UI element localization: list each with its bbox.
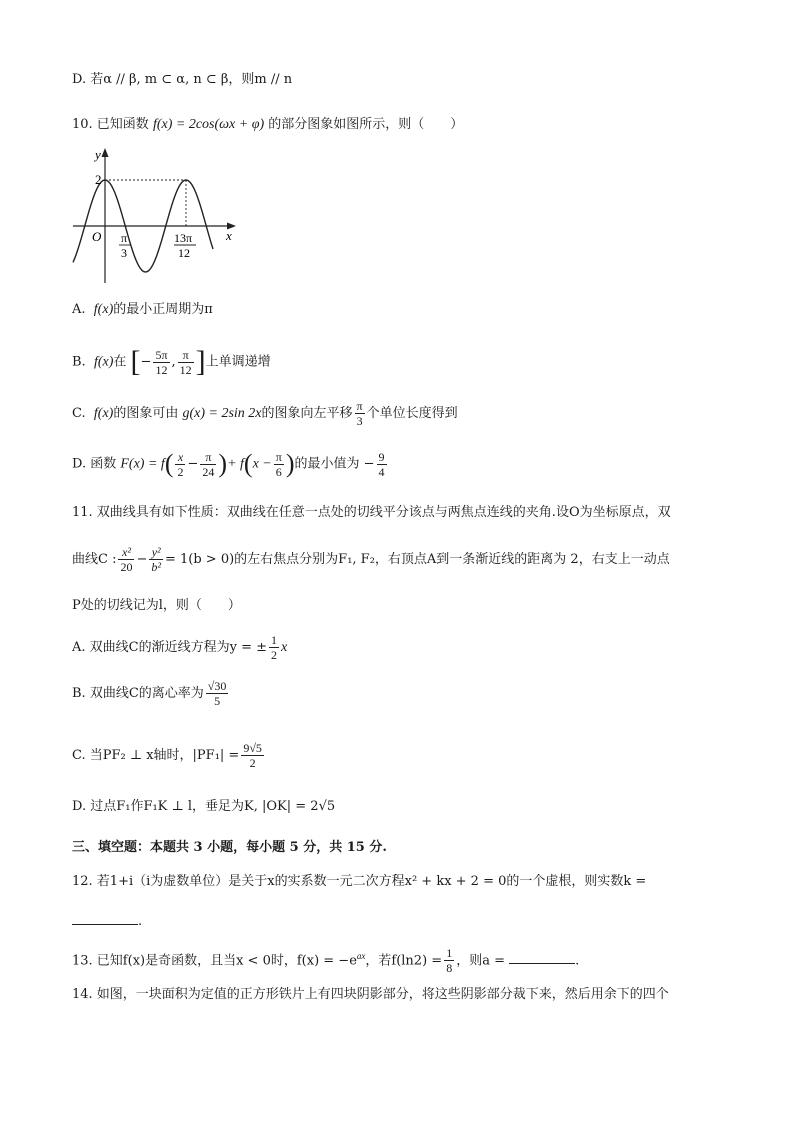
max-value-label: 2 <box>95 172 102 187</box>
q12-line2: . <box>72 910 142 932</box>
tick-pi-3-num: π <box>121 231 128 245</box>
q13-answer-blank[interactable] <box>509 949 575 964</box>
q10-cosine-graph <box>70 145 245 285</box>
q11-option-a: A. 双曲线C的渐近线方程为y = ± $\frac{1}{2}$ x <box>72 633 288 662</box>
y-axis-label: y <box>95 147 101 162</box>
q10-formula: f(x) = 2cos(ωx + φ) <box>152 117 265 132</box>
origin-label: O <box>92 229 102 244</box>
q10-option-d: D. 函数 F(x) = f( $\frac{x}{2}$ − $\frac{\pi}{24}$ )+ f(x − $\frac{\pi}{6}$ )的最小值为 − $\frac{9}{4}$ <box>72 449 385 479</box>
q11-frac-y2-b2: $\frac{\text{y²}}{\text{b²}}$ <box>151 545 161 574</box>
q14-line1: 14. 如图，一块面积为定值的正方形铁片上有四块阴影部分，将这些阴影部分裁下来，然后用余下的四个 <box>72 987 669 1002</box>
q10-option-b: B. f(x)在 [− $\frac{5\pi}{12}$ , $\frac{\pi}{12}$ ]上单调递增 <box>72 345 271 378</box>
q10-d-frac1: $\frac{x}{2}$ <box>177 449 184 479</box>
q10-option-a <box>72 300 213 320</box>
q10-b-f: f(x) <box>93 354 114 370</box>
q10-c-g: g(x) = 2sin 2x <box>182 406 262 421</box>
q10-stem-suffix: 的部分图象如图所示，则（ ） <box>268 117 464 132</box>
q13-line: 13. 已知f(x)是奇函数，且当x < 0时，$f(x) = -e^{ax}$，若f(ln2) = $\frac{1}{8}$ ，则a = . <box>72 946 580 976</box>
q13-frac: $\frac{1}{8}$ <box>446 946 453 976</box>
q10-c-f: f(x) <box>93 406 114 421</box>
q10-d-F: F(x) = f <box>120 456 165 472</box>
q12-answer-blank[interactable] <box>72 910 138 925</box>
q10-stem-prefix: 10. 已知函数 <box>72 117 149 132</box>
q10-b-frac2: $\frac{\pi}{12}$ <box>179 347 192 377</box>
q10-option-c <box>72 396 458 432</box>
q11-line1: 11. 双曲线具有如下性质：双曲线在任意一点处的切线平分该点与两焦点连线的夹角.设O为坐标原点，双 <box>72 505 671 520</box>
q11-option-c: C. 当PF₂ ⊥ x轴时，|PF₁| = $\frac{9√5}{2}$ <box>72 741 262 770</box>
q10-b-label: B. <box>72 354 86 370</box>
q10-b-frac1: $\frac{5\pi}{12}$ <box>155 347 168 377</box>
q11-line3: P处的切线记为l，则（ ） <box>72 598 241 613</box>
q11-c-frac: $\frac{9√5}{2}$ <box>243 741 262 770</box>
q10-d-label: D. 函数 <box>72 456 117 472</box>
q10-c-text2: 的图象向左平移 <box>261 406 353 421</box>
y-axis-arrow <box>102 148 109 157</box>
q10-a-label: A. <box>72 302 86 317</box>
right-bracket: ] <box>195 345 206 378</box>
x-axis-label: x <box>226 228 232 243</box>
q10-c-frac: $\frac{\pi}{3}$ <box>356 399 363 428</box>
q11-line2: 曲线C : $\frac{\text{x²}}{20}$ − $\frac{\text{y²}}{\text{b²}}$ = 1(b > 0)的左右焦点分别为F₁, F₂，右顶点A到一条渐近线的距离为 2，右支上一动点 <box>72 545 670 574</box>
q10-b-text2: 上单调递增 <box>205 354 271 370</box>
q9-option-d: D. 若α // β, m ⊂ α, n ⊂ β，则m // n <box>72 72 293 87</box>
q10-c-text3: 个单位长度得到 <box>366 406 458 421</box>
section3-title: 三、填空题：本题共 3 小题，每小题 5 分，共 15 分. <box>72 840 387 855</box>
q11-option-d: D. 过点F₁作F₁K ⊥ l，垂足为K, |OK| = 2√5 <box>72 799 336 814</box>
q10-stem <box>72 115 463 135</box>
q10-d-frac2: $\frac{\pi}{24}$ <box>202 449 215 479</box>
q11-frac-x2-20: $\frac{\text{x²}}{20}$ <box>120 545 133 574</box>
q10-c-label: C. <box>72 406 86 421</box>
tick-pi-3-den: 3 <box>121 246 127 260</box>
q11-option-b: B. 双曲线C的离心率为 $\frac{√30}{5}$ <box>72 679 227 708</box>
q10-a-text: 的最小正周期为π <box>113 302 213 317</box>
q10-b-text1: 在 <box>113 354 127 370</box>
q11-a-frac: $\frac{1}{2}$ <box>271 633 277 662</box>
tick-13pi-12-num: 13π <box>174 231 193 245</box>
q12-line1: 12. 若1+i（i为虚数单位）是关于x的实系数一元二次方程x² + kx + 2 = 0的一个虚根，则实数k = <box>72 874 647 889</box>
q10-d-frac3: $\frac{\pi}{6}$ <box>275 449 282 479</box>
q10-d-text: 的最小值为 − <box>294 456 375 472</box>
q11-b-frac: $\frac{√30}{5}$ <box>207 679 227 708</box>
left-bracket: [ <box>130 345 141 378</box>
q10-a-f: f(x) <box>93 302 114 317</box>
tick-13pi-12-den: 12 <box>178 246 190 260</box>
q10-d-frac4: $\frac{9}{4}$ <box>378 449 385 479</box>
q10-c-text1: 的图象可由 <box>113 406 179 421</box>
